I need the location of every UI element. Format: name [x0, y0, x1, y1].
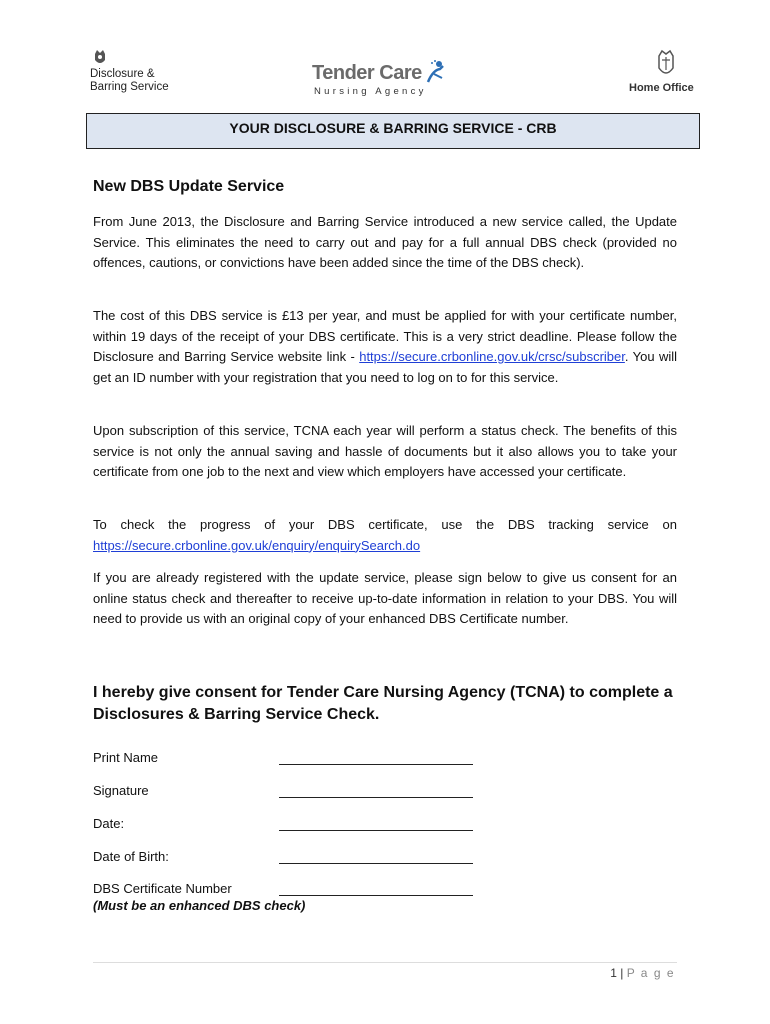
page-label: P a g e [626, 966, 675, 980]
paragraph-cost-text-a: The cost of this DBS service is £13 per year, and must be applied for with your certificate number, within 19 days of the receipt of your DBS certificate. This is a very strict deadline. Please follow the Disclosure and Barring Service website link - [93, 308, 677, 365]
figure-swoosh-icon [424, 60, 446, 84]
date-label: Date: [93, 816, 125, 831]
paragraph-cost-text-b: . You will get an ID number with your registration that you need to log on to for this service. [93, 349, 678, 385]
crown-crest-icon [93, 48, 107, 66]
page-separator: | [620, 966, 624, 980]
section-heading: New DBS Update Service [93, 178, 285, 195]
dbs-logo-text [90, 68, 169, 94]
subscriber-link[interactable]: https://secure.crbonline.gov.uk/crsc/subscriber [359, 349, 625, 365]
dbs-number-field[interactable] [279, 895, 473, 896]
paragraph-tracking [93, 515, 677, 556]
footer-divider [93, 962, 677, 963]
home-office-text: Home Office [629, 82, 694, 94]
tender-care-logo [312, 62, 442, 98]
page-number: 1 [610, 966, 617, 980]
dbs-logo-line2: Barring Service [90, 81, 169, 93]
paragraph-tracking-text: To check the progress of your DBS certificate, use the DBS tracking service on [93, 517, 677, 532]
paragraph-cost [93, 306, 677, 388]
consent-heading: I hereby give consent for Tender Care Nursing Agency (TCNA) to complete a Disclosures & Barring Service Check. [93, 684, 673, 723]
print-name-label: Print Name [93, 750, 159, 765]
paragraph-status-check: Upon subscription of this service, TCNA each year will perform a status check. The benefits of this service is not only the annual saving and hassle of documents but it also allows you to take your certificate from one job to the next and view which employers have accessed your certificate. [93, 423, 677, 480]
page-title: YOUR DISCLOSURE & BARRING SERVICE - CRB [86, 113, 700, 149]
date-of-birth-label: Date of Birth: [93, 849, 169, 864]
dbs-logo-line1: Disclosure & [90, 68, 155, 80]
enhanced-check-note: (Must be an enhanced DBS check) [93, 898, 306, 913]
enquiry-link[interactable]: https://secure.crbonline.gov.uk/enquiry/enquirySearch.do [93, 537, 421, 553]
royal-crest-icon [654, 48, 678, 78]
paragraph-consent-info: If you are already registered with the update service, please sign below to give us consent for an online status check and thereafter to receive up-to-date information in relation to your DBS. You will need to provide us with an original copy of your enhanced DBS Certificate number. [93, 570, 677, 627]
tender-care-subtitle: Nursing Agency [314, 86, 427, 97]
page-footer [610, 966, 675, 980]
home-office-logo [626, 48, 706, 96]
date-field[interactable] [279, 830, 473, 831]
signature-field[interactable] [279, 797, 473, 798]
dbs-number-label: DBS Certificate Number [93, 881, 232, 896]
paragraph-update-service: From June 2013, the Disclosure and Barring Service introduced a new service called, the Update Service. This eliminates the need to carry out and pay for a full annual DBS check (provided no offences, cautions, or convictions have been added since the time of the DBS check). [93, 214, 677, 271]
print-name-field[interactable] [279, 764, 473, 765]
tender-care-name: Tender Care [312, 62, 422, 84]
signature-label: Signature [93, 783, 149, 798]
date-of-birth-field[interactable] [279, 863, 473, 864]
